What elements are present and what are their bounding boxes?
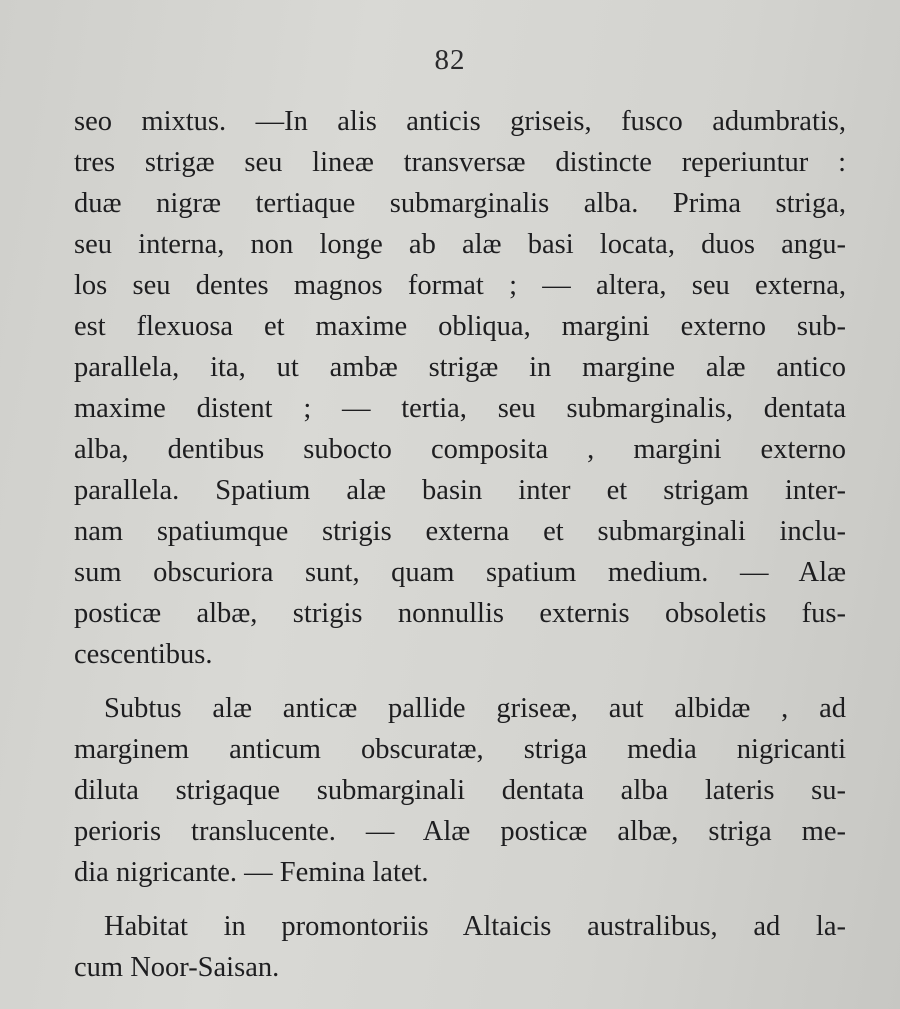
text-line: duæ nigræ tertiaque submarginalis alba. Prima striga, bbox=[74, 188, 846, 219]
page-number: 82 bbox=[434, 44, 466, 76]
text-line: seu interna, non longe ab alæ basi locata, duos angu- bbox=[74, 229, 846, 260]
text-line: los seu dentes magnos format ; — altera, seu externa, bbox=[74, 270, 846, 301]
paragraph-underside bbox=[74, 688, 846, 893]
text-line: cum Noor-Saisan. bbox=[74, 952, 280, 983]
text-line: seo mixtus. —In alis anticis griseis, fusco adumbratis, bbox=[74, 106, 846, 137]
text-line: dia nigricante. — Femina latet. bbox=[74, 857, 429, 888]
text-line: alba, dentibus subocto composita , margini externo bbox=[74, 434, 846, 465]
text-line: parallela. Spatium alæ basin inter et strigam inter- bbox=[74, 475, 846, 506]
text-line: posticæ albæ, strigis nonnullis externis obsoletis fus- bbox=[74, 598, 846, 629]
text-line: sum obscuriora sunt, quam spatium medium. — Alæ bbox=[74, 557, 846, 588]
text-line: perioris translucente. — Alæ posticæ albæ, striga me- bbox=[74, 816, 846, 847]
text-line: est flexuosa et maxime obliqua, margini externo sub- bbox=[74, 311, 846, 342]
text-line: diluta strigaque submarginali dentata alba lateris su- bbox=[74, 775, 846, 806]
text-line: tres strigæ seu lineæ transversæ distincte reperiuntur : bbox=[74, 147, 846, 178]
text-line: parallela, ita, ut ambæ strigæ in margine alæ antico bbox=[74, 352, 846, 383]
paragraph-habitat bbox=[74, 906, 846, 988]
paragraph-description bbox=[74, 101, 846, 675]
text-line: Habitat in promontoriis Altaicis australibus, ad la- bbox=[104, 911, 846, 942]
text-line: marginem anticum obscuratæ, striga media nigricanti bbox=[74, 734, 846, 765]
text-line: maxime distent ; — tertia, seu submarginalis, dentata bbox=[74, 393, 846, 424]
text-line: nam spatiumque strigis externa et submarginali inclu- bbox=[74, 516, 846, 547]
text-line: Subtus alæ anticæ pallide griseæ, aut albidæ , ad bbox=[104, 693, 846, 724]
text-line: cescentibus. bbox=[74, 639, 213, 670]
